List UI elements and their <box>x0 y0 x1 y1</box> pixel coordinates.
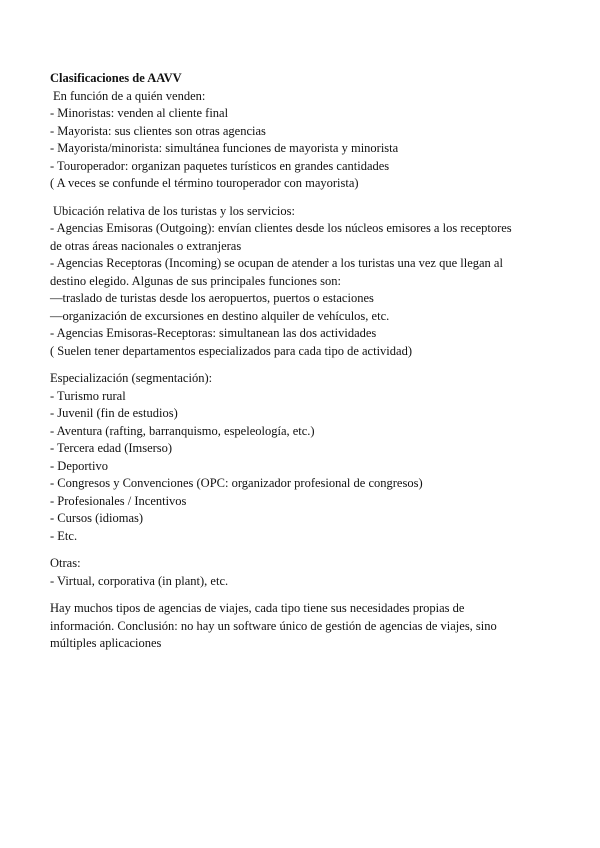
list-item: - Tercera edad (Imserso) <box>50 441 173 455</box>
list-item: - Agencias Emisoras-Receptoras: simultanean las dos actividades <box>50 326 377 340</box>
list-item: - Turismo rural <box>50 388 126 403</box>
note-text: ( Suelen tener departamentos especializados para cada tipo de actividad) <box>50 343 412 358</box>
note-text: ( A veces se confunde el término touroperador con mayorista) <box>50 176 359 190</box>
paragraph-line: - Agencias Emisoras (Outgoing): envían clientes desde los núcleos emisores a los receptores <box>50 221 512 235</box>
list-item: —organización de excursiones en destino alquiler de vehículos, etc. <box>50 308 390 323</box>
paragraph-line: información. Conclusión: no hay un software único de gestión de agencias de viajes, sino <box>50 618 497 633</box>
conclusion-paragraph <box>50 600 550 653</box>
list-item: - Profesionales / Incentivos <box>50 493 187 508</box>
list-item: - Touroperador: organizan paquetes turísticos en grandes cantidades <box>50 158 390 173</box>
section-specialization <box>50 370 550 545</box>
list-item: - Mayorista/minorista: simultánea funciones de mayorista y minorista <box>50 141 399 155</box>
document-page <box>50 70 550 653</box>
paragraph-line: - Agencias Receptoras (Incoming) se ocupan de atender a los turistas una vez que llegan al <box>50 256 503 270</box>
paragraph-line: Hay muchos tipos de agencias de viajes, cada tipo tiene sus necesidades propias de <box>50 601 465 615</box>
list-item: - Congresos y Convenciones (OPC: organizador profesional de congresos) <box>50 476 423 490</box>
list-item: - Etc. <box>50 528 78 543</box>
list-item: - Aventura (rafting, barranquismo, espeleología, etc.) <box>50 423 315 438</box>
section-heading: Otras: <box>50 556 81 570</box>
paragraph-line: destino elegido. Algunas de sus principales funciones son: <box>50 273 341 288</box>
list-item: - Juvenil (fin de estudios) <box>50 406 178 420</box>
section-by-location <box>50 203 550 361</box>
paragraph-line: múltiples aplicaciones <box>50 636 162 650</box>
spacer <box>50 545 550 555</box>
section-by-customer <box>50 88 550 193</box>
spacer <box>50 193 550 203</box>
document-title: Clasificaciones de AAVV <box>50 71 182 85</box>
list-item: - Minoristas: venden al cliente final <box>50 106 229 120</box>
section-heading: Especialización (segmentación): <box>50 371 213 385</box>
list-item: —traslado de turistas desde los aeropuertos, puertos o estaciones <box>50 291 374 305</box>
list-item: - Mayorista: sus clientes son otras agencias <box>50 123 266 138</box>
section-others <box>50 555 550 590</box>
list-item: - Cursos (idiomas) <box>50 511 144 525</box>
paragraph-line: de otras áreas nacionales o extranjeras <box>50 238 242 253</box>
section-heading: En función de a quién venden: <box>53 88 206 103</box>
spacer <box>50 590 550 600</box>
list-item: - Deportivo <box>50 458 108 473</box>
list-item: - Virtual, corporativa (in plant), etc. <box>50 573 229 588</box>
spacer <box>50 360 550 370</box>
section-heading: Ubicación relativa de los turistas y los servicios: <box>53 203 295 218</box>
